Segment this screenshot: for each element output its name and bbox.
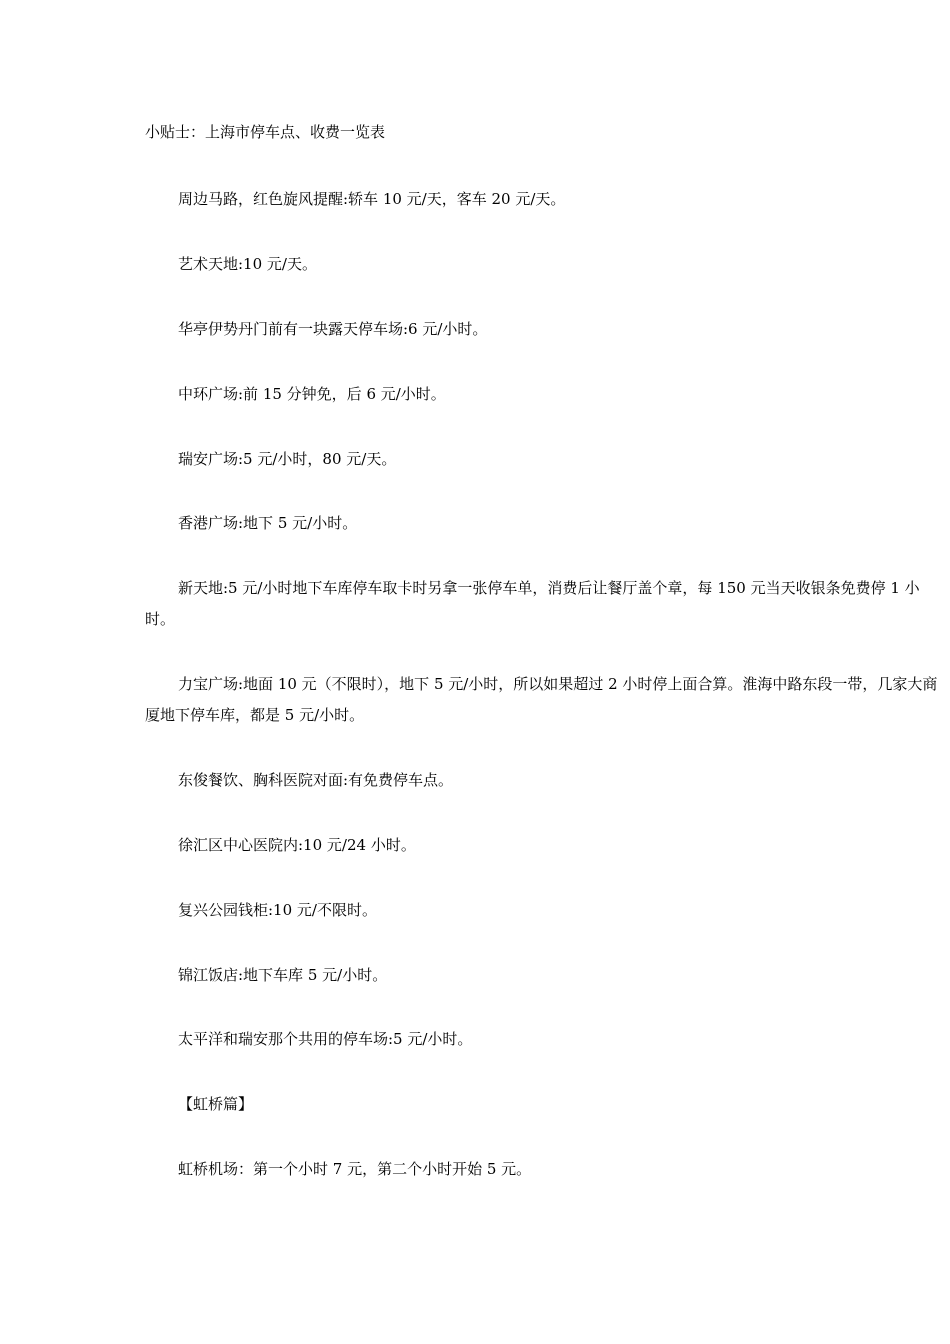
paragraph-isetan-lot: 华亭伊势丹门前有一块露天停车场:6 元/小时。 xyxy=(178,320,488,338)
paragraph-xintiandi: 新天地:5 元/小时地下车库停车取卡时另拿一张停车单，消费后让餐厅盖个章，每 150 元当天收银条免费停 1 小时。 xyxy=(145,579,920,628)
paragraph-art-plaza: 艺术天地:10 元/天。 xyxy=(178,255,317,273)
paragraph-shui-on-plaza: 瑞安广场:5 元/小时，80 元/天。 xyxy=(178,450,397,468)
section-heading-hongqiao: 【虹桥篇】 xyxy=(178,1095,254,1113)
paragraph-central-plaza: 中环广场:前 15 分钟免，后 6 元/小时。 xyxy=(178,385,446,403)
paragraph-dongjun-dining: 东俊餐饮、胸科医院对面:有免费停车点。 xyxy=(178,771,454,789)
paragraph-jinjiang-hotel: 锦江饭店:地下车库 5 元/小时。 xyxy=(178,966,388,984)
paragraph-pacific-shared-lot: 太平洋和瑞安那个共用的停车场:5 元/小时。 xyxy=(178,1030,473,1048)
paragraph-street-parking: 周边马路，红色旋风提醒:轿车 10 元/天，客车 20 元/天。 xyxy=(178,190,566,208)
document-title: 小贴士：上海市停车点、收费一览表 xyxy=(145,123,386,141)
paragraph-hongqiao-airport: 虹桥机场：第一个小时 7 元，第二个小时开始 5 元。 xyxy=(178,1160,532,1178)
paragraph-xuhui-hospital: 徐汇区中心医院内:10 元/24 小时。 xyxy=(178,836,416,854)
paragraph-hong-kong-plaza: 香港广场:地下 5 元/小时。 xyxy=(178,514,358,532)
paragraph-fuxing-park: 复兴公园钱柜:10 元/不限时。 xyxy=(178,901,377,919)
paragraph-lippo-plaza: 力宝广场:地面 10 元（不限时），地下 5 元/小时，所以如果超过 2 小时停上面合算。淮海中路东段一带，几家大商厦地下停车库，都是 5 元/小时。 xyxy=(145,675,938,724)
